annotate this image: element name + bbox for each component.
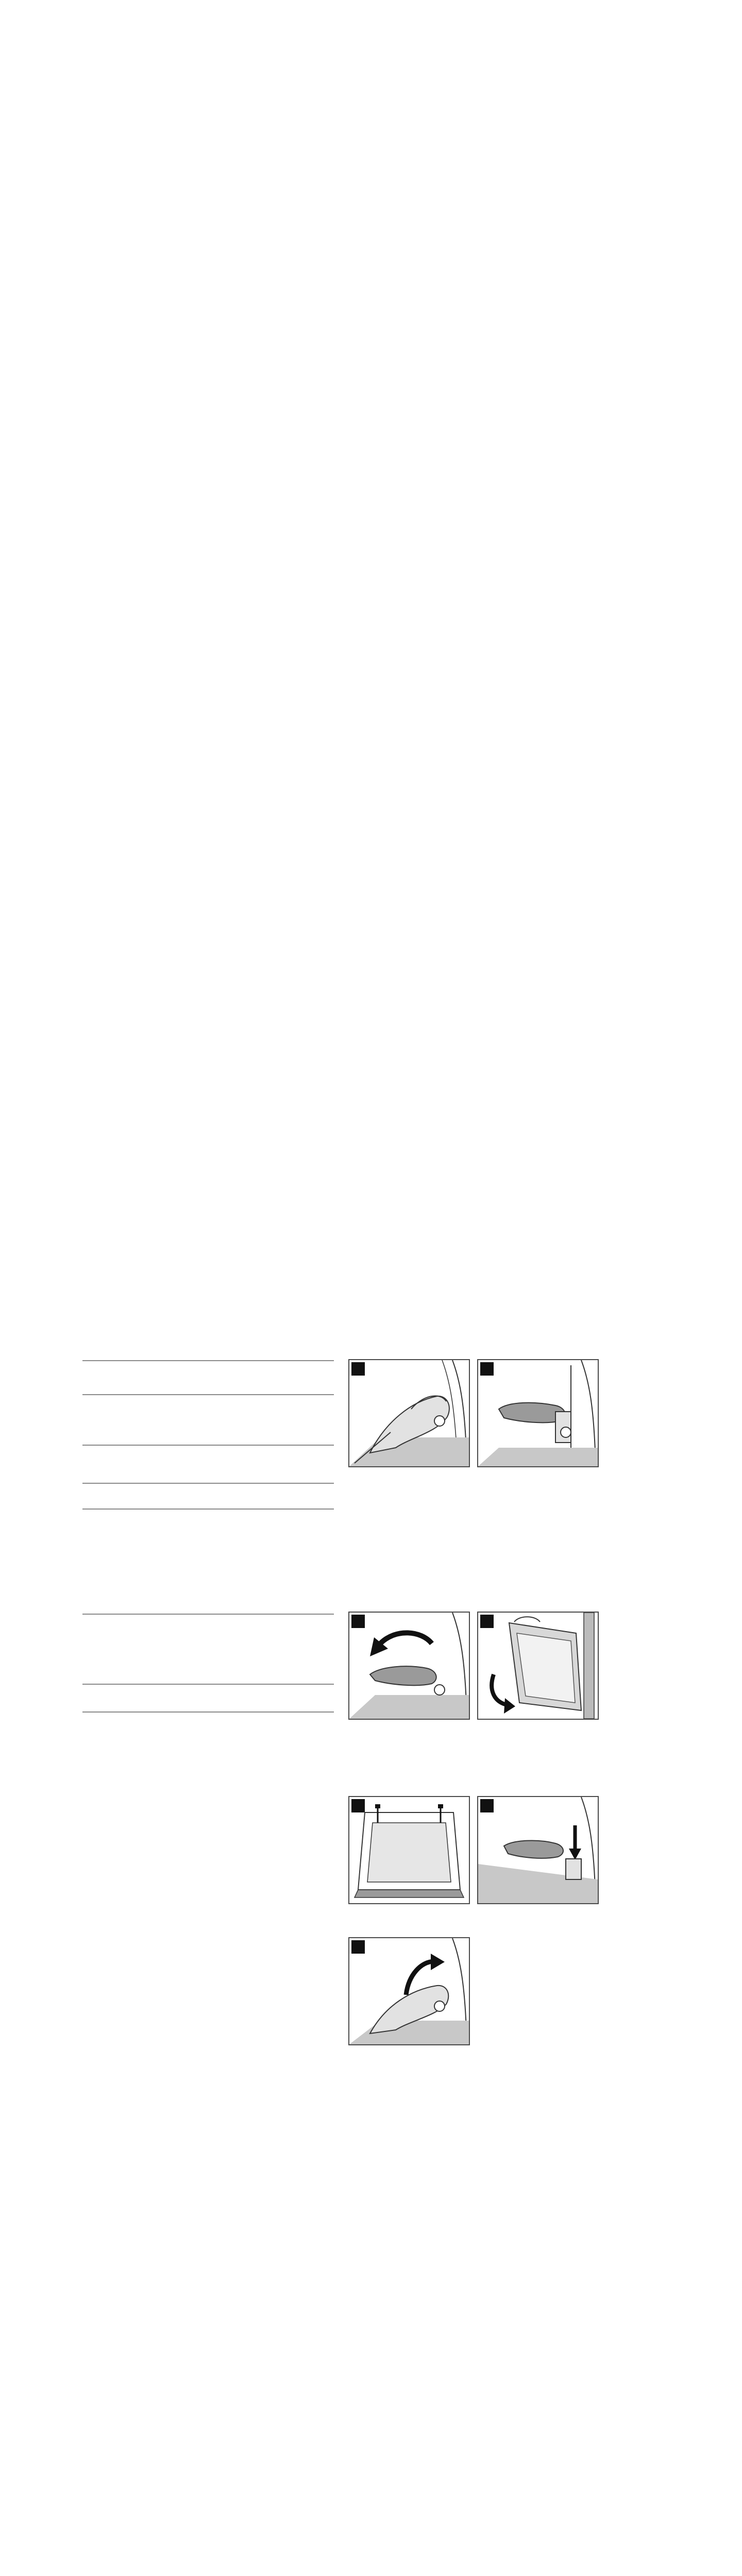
illustration-hinge-insert: [477, 1796, 599, 1904]
hinge-illustration-icon: [478, 1797, 598, 1903]
illustration-hinge-lever-closed: [348, 1359, 470, 1467]
divider-rule: [82, 1711, 334, 1713]
divider-rule: [82, 1483, 334, 1484]
hinge-illustration-icon: [349, 1613, 469, 1719]
door-illustration-icon: [478, 1613, 598, 1719]
divider-rule: [82, 1360, 334, 1361]
illustration-door-lift-off: [477, 1612, 599, 1720]
hinge-illustration-icon: [349, 1938, 469, 2044]
hinge-illustration-icon: [349, 1360, 469, 1466]
hinge-illustration-icon: [478, 1360, 598, 1466]
illustration-oven-opening: [348, 1796, 470, 1904]
divider-rule: [82, 1445, 334, 1446]
divider-rule: [82, 1509, 334, 1510]
divider-rule: [82, 1614, 334, 1615]
illustration-hinge-lever-close: [348, 1937, 470, 2045]
illustration-hinge-lever-fold-arrow: [348, 1612, 470, 1720]
illustration-hinge-lever-open: [477, 1359, 599, 1467]
divider-rule: [82, 1394, 334, 1395]
divider-rule: [82, 1684, 334, 1685]
oven-illustration-icon: [349, 1797, 469, 1903]
